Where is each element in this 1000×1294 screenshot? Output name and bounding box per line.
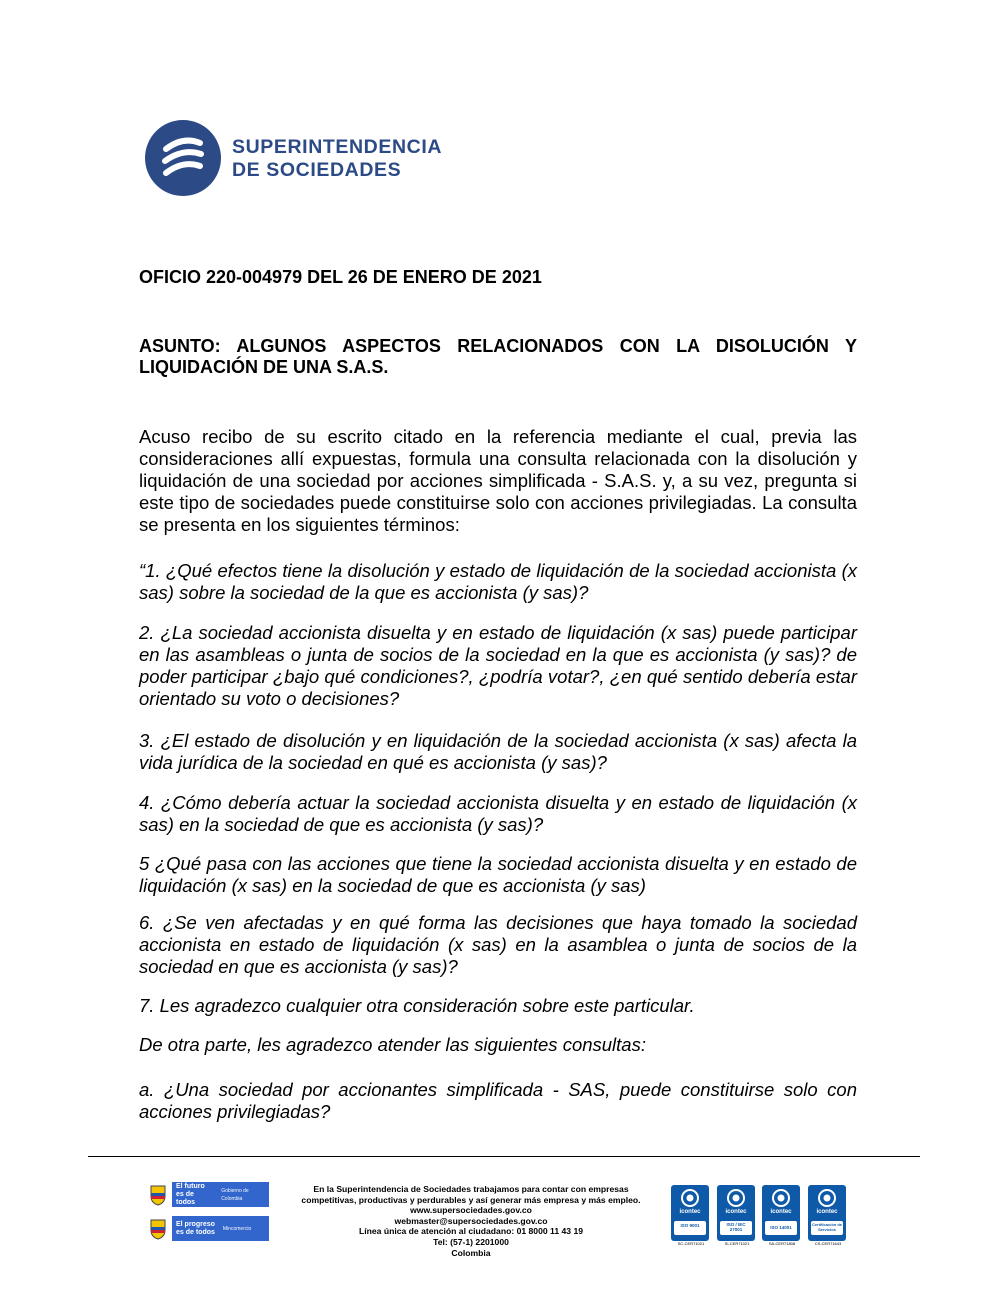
cert-code: SI-CER71021	[724, 1241, 750, 1246]
question-paragraph: 4. ¿Cómo debería actuar la sociedad accionista disuelta y en estado de liquidación (x sas) en la sociedad de que es accionista (y sas)?	[139, 792, 857, 835]
footer-line: Colombia	[451, 1247, 491, 1258]
supersociedades-logo-text	[232, 136, 442, 182]
question-paragraph: De otra parte, les agradezco atender las siguientes consultas:	[139, 1034, 646, 1055]
footer-email-link[interactable]: webmaster@supersociedades.gov.co	[394, 1215, 548, 1226]
footer-line: Tel: (57-1) 2201000	[433, 1236, 509, 1247]
gov-badge-futuro	[148, 1182, 269, 1207]
document-title: OFICIO 220-004979 DEL 26 DE ENERO DE 2021	[139, 267, 542, 287]
gov-badge-line: es de todos	[176, 1190, 196, 1206]
gov-badge-bar	[172, 1182, 269, 1207]
gov-badge-progreso	[148, 1216, 269, 1241]
cert-brand: icontec	[770, 1209, 792, 1215]
question-paragraph: “1. ¿Qué efectos tiene la disolución y estado de liquidación de la sociedad accionista (x sas) sobre la sociedad de la que es accionista (y sas)?	[139, 560, 857, 603]
cert-norm: ISO 14001	[770, 1225, 792, 1230]
cert-code: CS-CER71643	[814, 1241, 842, 1246]
gov-badge-bar	[172, 1216, 269, 1241]
cert-brand: icontec	[679, 1209, 701, 1215]
document-subject: ASUNTO: ALGUNOS ASPECTOS RELACIONADOS CON LA DISOLUCIÓN Y LIQUIDACIÓN DE UNA S.A.S.	[139, 336, 857, 377]
icontec-iso14001-seal	[762, 1185, 802, 1247]
gov-badge-sub: Mincomercio	[222, 1225, 252, 1232]
question-paragraph: 2. ¿La sociedad accionista disuelta y en estado de liquidación (x sas) puede participar en las asambleas o junta de socios de la sociedad en la que es accionista (y sas)? de poder participar ¿bajo qué condiciones?, ¿podría votar?, ¿en qué sentido debería estar orientado su voto o decisiones?	[139, 622, 857, 709]
logo-line-2: DE SOCIEDADES	[232, 159, 402, 181]
gov-badge-line: es de todos	[176, 1228, 215, 1236]
cert-norm: Certificación de Servicios	[811, 1222, 842, 1232]
colombia-crest-icon	[148, 1217, 168, 1241]
cert-norm: ISO / IEC 27001	[726, 1222, 746, 1232]
question-paragraph: 6. ¿Se ven afectadas y en qué forma las decisiones que haya tomado la sociedad accionista en estado de liquidación (x sas) en la asamblea o junta de socios de la sociedad en que es accionista (y sas)?	[139, 912, 857, 977]
icontec-services-seal	[808, 1185, 848, 1247]
footer-contact-text	[284, 1184, 658, 1258]
footer-line: Línea única de atención al ciudadano: 01 8000 11 43 19	[358, 1226, 583, 1237]
supersociedades-logo-icon	[144, 119, 222, 197]
logo-line-1: SUPERINTENDENCIA	[232, 136, 443, 158]
gov-badge-sub: Gobierno de Colombia	[221, 1187, 249, 1202]
cert-brand: icontec	[725, 1209, 747, 1215]
cert-brand: icontec	[816, 1209, 838, 1215]
gov-badge-line: El futuro	[176, 1182, 205, 1190]
icontec-iso9001-seal	[671, 1185, 711, 1247]
icontec-iso27001-seal	[717, 1185, 757, 1247]
icontec-seal-icon	[671, 1185, 709, 1241]
footer-line: competitivas, productivas y perdurables y así generar más empresa y más empleo.	[301, 1194, 641, 1205]
intro-paragraph: Acuso recibo de su escrito citado en la referencia mediante el cual, previa las consideraciones allí expuestas, formula una consulta relacionada con la disolución y liquidación de una sociedad por acciones simplificada - S.A.S. y, a su vez, pregunta si este tipo de sociedades puede constituirse solo con acciones privilegiadas. La consulta se presenta en los siguientes términos:	[139, 426, 857, 535]
cert-code: SC-CER71021	[677, 1241, 705, 1246]
icontec-seal-icon	[808, 1185, 846, 1241]
cert-norm: ISO 9001	[680, 1223, 700, 1228]
cert-code: SA-CER71808	[768, 1241, 796, 1246]
icontec-seal-icon	[717, 1185, 755, 1241]
icontec-seal-icon	[762, 1185, 800, 1241]
question-paragraph: a. ¿Una sociedad por accionantes simplificada - SAS, puede constituirse solo con acciones privilegiadas?	[139, 1079, 857, 1122]
footer-line: En la Superintendencia de Sociedades trabajamos para contar con empresas	[313, 1184, 629, 1194]
gov-badge-line: El progreso	[176, 1220, 215, 1228]
question-paragraph: 7. Les agradezco cualquier otra consideración sobre este particular.	[139, 995, 695, 1016]
colombia-crest-icon	[148, 1183, 168, 1207]
footer-website-link[interactable]: www.supersociedades.gov.co	[410, 1205, 532, 1216]
question-paragraph: 3. ¿El estado de disolución y en liquidación de la sociedad accionista (x sas) afecta la vida jurídica de la sociedad en qué es accionista (y sas)?	[139, 730, 857, 773]
question-paragraph: 5 ¿Qué pasa con las acciones que tiene la sociedad accionista disuelta y en estado de liquidación (x sas) en la sociedad de que es accionista (y sas)	[139, 853, 857, 896]
footer-divider	[88, 1156, 920, 1157]
